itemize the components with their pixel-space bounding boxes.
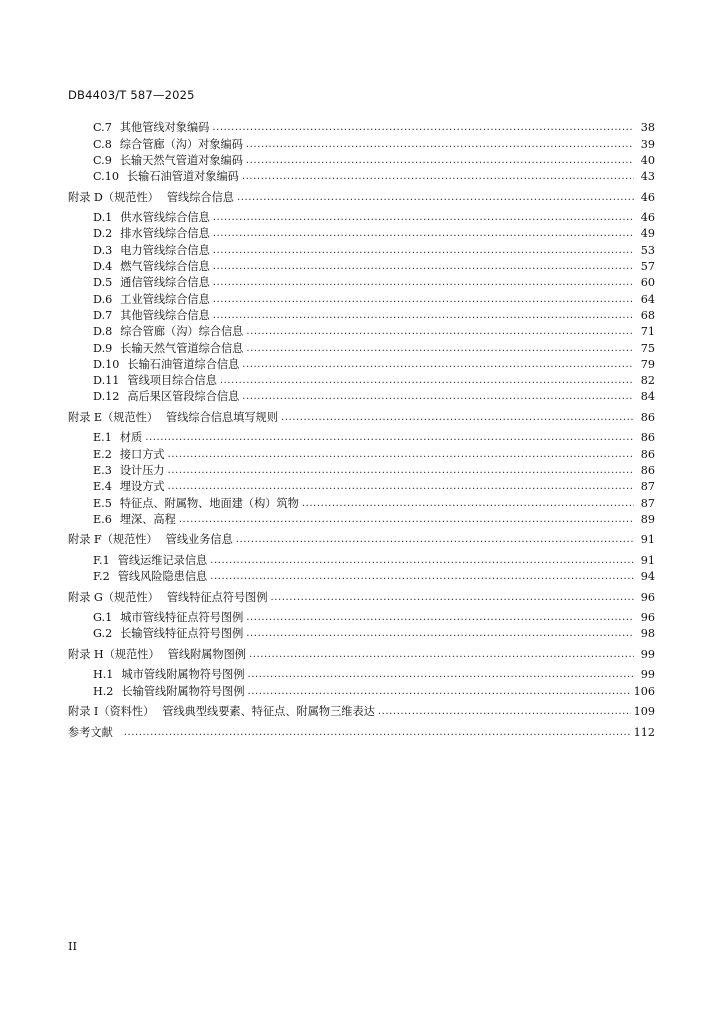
toc-entry[interactable] [68,703,655,719]
toc-entry-page-number: 96 [640,590,655,604]
toc-entry-page-number: 64 [640,292,655,306]
toc-entry-number: C.8 [93,137,112,151]
dot-leader [248,685,631,699]
dot-leader [236,533,634,547]
toc-entry-page-number: 98 [640,627,655,641]
toc-entry-page-number: 46 [640,211,655,225]
toc-entry-page-number: 43 [640,170,655,184]
toc-entry-number: D.10 [93,357,120,371]
toc-entry-number: 附录 D（规范性） [68,190,159,204]
toc-entry[interactable] [68,372,655,388]
dot-leader [220,374,634,388]
toc-entry-page-number: 57 [640,260,655,274]
toc-entry-page-number: 91 [640,553,655,567]
toc-entry-page-number: 106 [633,684,655,698]
toc-entry-page-number: 89 [640,512,655,526]
dot-leader [302,497,634,511]
toc-entry-title: 长输石油管道对象编码 [126,170,239,184]
toc-entry-number: 附录 G（规范性） [68,590,159,604]
toc-entry-title: 排水管线综合信息 [120,227,210,241]
toc-entry-page-number: 53 [640,243,655,257]
toc-entry-number: G.1 [93,611,113,625]
toc-entry[interactable] [68,307,655,323]
table-of-contents [68,119,655,744]
toc-entry-title: 接口方式 [119,447,165,461]
toc-entry-number: D.7 [93,308,113,322]
dot-leader [213,244,634,258]
toc-entry-title: 燃气管线综合信息 [120,260,210,274]
toc-entry-title: 电力管线综合信息 [120,243,210,257]
toc-entry[interactable] [68,409,655,425]
toc-entry-number: C.10 [93,170,119,184]
toc-entry-number: C.9 [93,153,112,167]
toc-entry-title: 供水管线综合信息 [120,211,210,225]
toc-entry-page-number: 86 [640,447,655,461]
toc-entry[interactable] [68,119,655,135]
dot-leader [242,170,634,184]
toc-entry-number: E.3 [93,463,112,477]
dot-leader [168,480,634,494]
dot-leader [242,358,634,372]
toc-entry-title: 综合管廊（沟）对象编码 [119,137,243,151]
dot-leader [213,260,634,274]
toc-entry-page-number: 86 [640,431,655,445]
toc-entry[interactable] [68,588,655,604]
dot-leader [213,293,634,307]
toc-entry[interactable] [68,511,655,527]
toc-entry-title: 管线综合信息填写规则 [166,410,278,424]
toc-entry-page-number: 75 [640,341,655,355]
toc-entry[interactable] [68,723,655,739]
dot-leader [210,554,634,568]
toc-entry-title: 特征点、附属物、地面建（构）筑物 [119,496,299,510]
toc-entry-number: D.9 [93,341,113,355]
toc-entry-number: D.4 [93,260,113,274]
toc-entry-number: D.11 [93,374,120,388]
toc-entry-title: 埋深、高程 [119,512,176,526]
toc-entry-number: F.2 [93,570,110,584]
toc-entry-page-number: 112 [633,725,655,739]
dot-leader [246,138,634,152]
toc-entry-number: D.12 [93,390,120,404]
toc-entry-title: 其他管线综合信息 [120,308,210,322]
toc-entry-number: D.3 [93,243,113,257]
toc-entry-number: C.7 [93,121,112,135]
toc-entry-title: 通信管线综合信息 [120,276,210,290]
toc-entry-title: 长输天然气管道对象编码 [119,153,243,167]
document-id-header: DB4403/T 587—2025 [68,88,195,102]
toc-entry-number: E.4 [93,480,112,494]
toc-entry[interactable] [68,646,655,662]
dot-leader [246,342,634,356]
toc-entry-page-number: 49 [640,227,655,241]
toc-entry-number: E.5 [93,496,112,510]
dot-leader [281,411,634,425]
dot-leader [248,668,634,682]
toc-entry-number: D.6 [93,292,113,306]
toc-entry-page-number: 96 [640,611,655,625]
toc-entry-page-number: 40 [640,153,655,167]
toc-entry[interactable] [68,531,655,547]
dot-leader [246,325,634,339]
dot-leader [237,191,634,205]
toc-entry[interactable] [68,168,655,184]
toc-entry-title: 长输管线附属物符号图例 [121,684,245,698]
toc-entry-number: D.1 [93,211,113,225]
toc-entry-page-number: 86 [640,463,655,477]
toc-entry-title: 管线附属物图例 [167,647,246,661]
toc-entry-title: 长输石油管道综合信息 [127,357,240,371]
dot-leader [249,648,634,662]
toc-entry-page-number: 109 [633,705,655,719]
toc-entry-title: 高后果区管段综合信息 [127,390,240,404]
toc-entry[interactable] [68,388,655,404]
page-number-footer: II [68,939,78,953]
toc-entry[interactable] [68,429,655,445]
toc-entry-page-number: 84 [640,390,655,404]
toc-entry-title: 设计压力 [119,463,165,477]
dot-leader [271,591,634,605]
toc-entry-number: D.2 [93,227,113,241]
toc-entry-title: 城市管线附属物符号图例 [121,668,245,682]
dot-leader [210,570,634,584]
toc-entry-number: 附录 F（规范性） [68,533,158,547]
toc-entry[interactable] [68,462,655,478]
toc-entry-number: F.1 [93,553,110,567]
toc-entry-title: 埋设方式 [119,480,165,494]
toc-entry-title: 管线风险隐患信息 [117,570,208,584]
toc-entry-page-number: 99 [640,668,655,682]
toc-entry[interactable] [68,682,655,698]
toc-entry-number: 附录 I（资料性） [68,705,155,719]
dot-leader [213,211,634,225]
toc-entry-number: E.6 [93,512,112,526]
toc-entry-number: H.1 [93,668,114,682]
toc-entry-page-number: 60 [640,276,655,290]
toc-entry-number: D.8 [93,325,113,339]
toc-entry-title: 管线典型线要素、特征点、附属物三维表达 [162,705,375,719]
toc-entry-number: E.1 [93,431,112,445]
toc-entry-number: H.2 [93,684,114,698]
dot-leader [246,627,634,641]
toc-entry[interactable] [68,135,655,151]
dot-leader [212,121,634,135]
toc-entry[interactable] [68,225,655,241]
toc-entry-page-number: 86 [640,410,655,424]
toc-entry-number: 附录 H（规范性） [68,647,160,661]
dot-leader [168,464,634,478]
toc-entry-page-number: 87 [640,480,655,494]
dot-leader [378,705,631,719]
toc-entry[interactable] [68,274,655,290]
toc-entry-page-number: 38 [640,121,655,135]
toc-entry-title: 管线项目综合信息 [127,374,217,388]
dot-leader [246,154,634,168]
toc-entry-title: 管线业务信息 [165,533,233,547]
toc-entry-title: 管线综合信息 [166,190,234,204]
dot-leader [242,390,634,404]
dot-leader [168,448,634,462]
dot-leader [213,309,634,323]
toc-entry-page-number: 39 [640,137,655,151]
toc-entry[interactable] [68,478,655,494]
toc-entry-page-number: 91 [640,533,655,547]
toc-entry[interactable] [68,241,655,257]
toc-entry[interactable] [68,339,655,355]
dot-leader [213,276,634,290]
toc-entry[interactable] [68,666,655,682]
toc-entry-title: 材质 [119,431,143,445]
toc-entry-page-number: 87 [640,496,655,510]
dot-leader [246,611,634,625]
toc-entry-number: E.2 [93,447,112,461]
toc-entry-number: 参考文献 [68,725,113,739]
toc-entry-page-number: 46 [640,190,655,204]
toc-entry[interactable] [68,494,655,510]
toc-entry-title: 长输管线特征点符号图例 [120,627,244,641]
dot-leader [213,227,634,241]
toc-entry[interactable] [68,609,655,625]
toc-entry-title: 管线运维记录信息 [117,553,208,567]
dot-leader [124,726,631,740]
toc-entry-title: 工业管线综合信息 [120,292,210,306]
toc-entry-page-number: 79 [640,357,655,371]
toc-entry[interactable] [68,188,655,204]
toc-entry[interactable] [68,356,655,372]
toc-entry[interactable] [68,209,655,225]
toc-entry-title: 综合管廊（沟）综合信息 [120,325,244,339]
toc-entry-page-number: 94 [640,570,655,584]
toc-entry-number: D.5 [93,276,113,290]
toc-entry-page-number: 82 [640,374,655,388]
toc-entry-title: 长输天然气管道综合信息 [120,341,244,355]
toc-entry[interactable] [68,552,655,568]
toc-entry-number: G.2 [93,627,113,641]
toc-entry[interactable] [68,258,655,274]
toc-entry[interactable] [68,323,655,339]
toc-entry-number: 附录 E（规范性） [68,410,159,424]
toc-entry[interactable] [68,445,655,461]
dot-leader [145,431,634,445]
toc-entry-page-number: 99 [640,647,655,661]
toc-entry-title: 城市管线特征点符号图例 [120,611,244,625]
toc-entry[interactable] [68,568,655,584]
toc-entry-title: 其他管线对象编码 [119,121,210,135]
toc-entry[interactable] [68,290,655,306]
toc-entry[interactable] [68,152,655,168]
toc-entry[interactable] [68,625,655,641]
toc-entry-page-number: 71 [640,325,655,339]
dot-leader [179,513,634,527]
toc-entry-page-number: 68 [640,308,655,322]
toc-entry-title: 管线特征点符号图例 [166,590,268,604]
